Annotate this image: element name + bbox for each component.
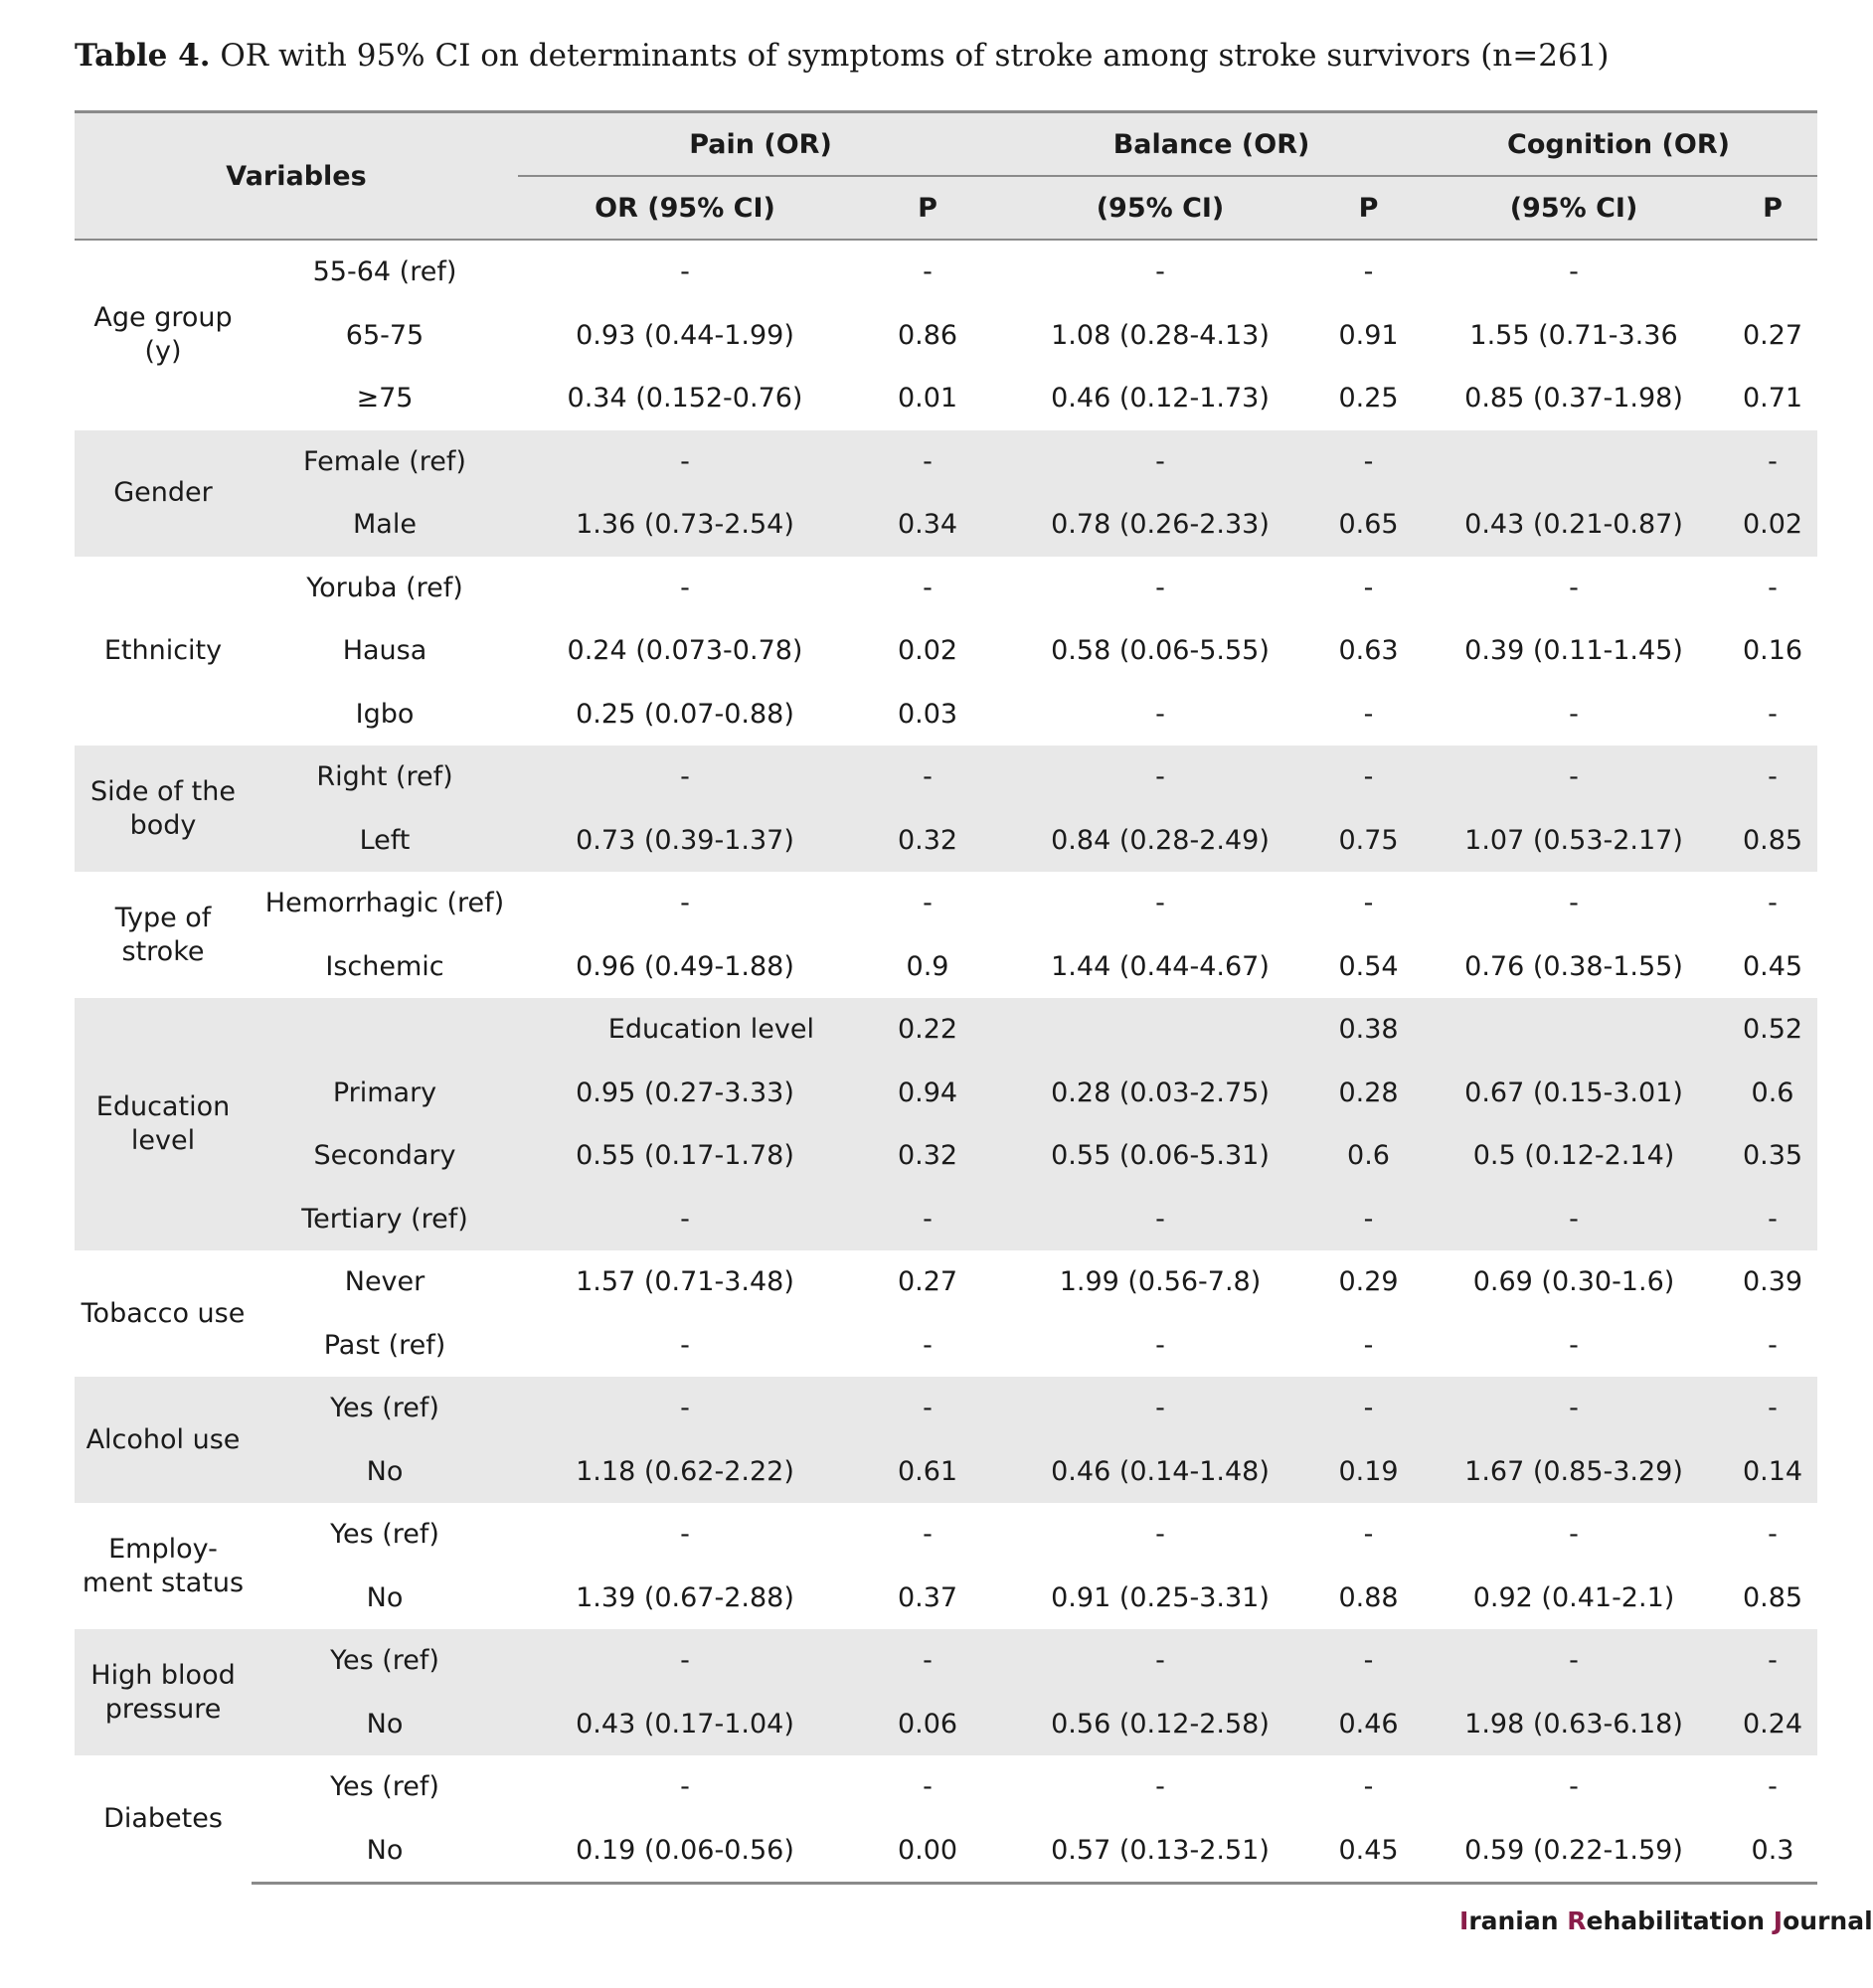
cognition-p-cell: - [1728, 430, 1817, 494]
balance-p-cell: - [1363, 1329, 1374, 1361]
cognition-or-cell: 0.5 (0.12-2.14) [1420, 1124, 1728, 1188]
determinants-table-container [75, 110, 1817, 1885]
balance-or-cell: - [1003, 1377, 1317, 1440]
balance-p-cell: - [1363, 256, 1374, 288]
pain-or-cell: 0.43 (0.17-1.04) [518, 1693, 852, 1756]
journal-logo-part-2: ehabilitation [1586, 1906, 1774, 1935]
table-row [75, 304, 1817, 368]
balance-p-cell: 0.65 [1317, 493, 1420, 557]
pain-or-cell: - [518, 1629, 852, 1693]
cognition-ci-cell [1420, 998, 1728, 1062]
balance-or-cell: - [1155, 256, 1165, 288]
balance-or-cell: 0.55 (0.06-5.31) [1003, 1124, 1317, 1188]
pain-or-cell: 0.19 (0.06-0.56) [518, 1819, 852, 1884]
balance-or-cell: - [1155, 888, 1165, 919]
cognition-or-cell: 0.85 (0.37-1.98) [1464, 383, 1683, 414]
table-row [75, 935, 1817, 999]
balance-or-cell: - [1003, 430, 1317, 494]
pain-or-cell: - [518, 430, 852, 494]
table-row [75, 1819, 1817, 1884]
subcategory-cell: No [252, 1819, 518, 1884]
cognition-ci-header: (95% CI) [1420, 176, 1728, 240]
pain-or-cell: - [680, 1771, 690, 1803]
subcategory-cell: Yes (ref) [252, 1377, 518, 1440]
balance-ci-header: (95% CI) [1003, 176, 1317, 240]
subcategory-cell: Never [344, 1266, 426, 1298]
cognition-p-cell: - [1768, 888, 1778, 919]
cognition-p-cell: 0.02 [1728, 493, 1817, 557]
balance-p-cell: - [1317, 1188, 1420, 1251]
table-row [75, 1440, 1817, 1504]
subcategory-cell: Yes (ref) [330, 1771, 439, 1803]
balance-p-cell: 0.6 [1317, 1124, 1420, 1188]
pain-p-cell: 0.03 [897, 698, 958, 730]
balance-p-cell: 0.54 [1338, 950, 1399, 982]
cognition-or-cell: - [1420, 1188, 1728, 1251]
pain-or-cell: 0.34 (0.152-0.76) [567, 383, 803, 414]
balance-p-cell: - [1363, 1771, 1374, 1803]
pain-or-cell: - [680, 888, 690, 919]
balance-or-cell: - [1155, 698, 1165, 730]
pain-or-cell: 1.57 (0.71-3.48) [576, 1266, 794, 1298]
variable-name-cell: Tobacco use [81, 1297, 246, 1329]
subcategory-cell: 55-64 (ref) [312, 256, 457, 288]
cognition-p-cell: 0.16 [1742, 635, 1803, 667]
cognition-p-cell: 0.14 [1728, 1440, 1817, 1504]
pain-or-ci-header: OR (95% CI) [518, 176, 852, 240]
balance-p-cell: - [1317, 430, 1420, 494]
cognition-or-cell: - [1420, 746, 1728, 809]
pain-or-cell: - [680, 256, 690, 288]
cognition-p-cell: - [1768, 1771, 1778, 1803]
balance-p-cell: 0.28 [1317, 1062, 1420, 1125]
cognition-p-cell: - [1728, 1377, 1817, 1440]
balance-p-cell: 0.38 [1317, 998, 1420, 1062]
table-row [75, 493, 1817, 557]
balance-p-cell: - [1363, 1519, 1374, 1551]
education-level-summary-label: Education level [252, 998, 852, 1062]
pain-or-cell: - [518, 1188, 852, 1251]
subcategory-cell: Male [252, 493, 518, 557]
balance-or-cell: 1.99 (0.56-7.8) [1059, 1266, 1262, 1298]
pain-or-cell: 0.95 (0.27-3.33) [518, 1062, 852, 1125]
cognition-or-cell: - [1569, 888, 1579, 919]
cognition-or-cell: 0.39 (0.11-1.45) [1464, 635, 1683, 667]
journal-logo-initial-i: I [1459, 1906, 1469, 1935]
balance-p-cell: 0.19 [1317, 1440, 1420, 1504]
variable-name-cell: Side of the body [75, 746, 252, 872]
pain-or-cell: 0.25 (0.07-0.88) [576, 698, 794, 730]
pain-p-cell: 0.61 [852, 1440, 1003, 1504]
cognition-or-cell: - [1420, 1377, 1728, 1440]
cognition-p-cell: - [1768, 698, 1778, 730]
variable-name-cell: Employ- ment status [82, 1533, 245, 1598]
table-row [75, 1314, 1817, 1378]
table-row [75, 683, 1817, 746]
table-row [75, 1629, 1817, 1693]
variable-name-cell: Education level [75, 998, 252, 1250]
balance-p-cell: 0.75 [1317, 809, 1420, 873]
cognition-p-cell: 0.6 [1728, 1062, 1817, 1125]
cognition-p-cell: 0.3 [1728, 1819, 1817, 1884]
pain-p-cell: 0.34 [852, 493, 1003, 557]
cognition-p-cell [1728, 240, 1817, 304]
table-caption-text: OR with 95% CI on determinants of symptoms of stroke among stroke survivors (n=261) [210, 38, 1610, 74]
pain-p-cell: 0.9 [906, 950, 949, 982]
table-row [75, 1503, 1817, 1567]
pain-p-cell: - [923, 1519, 933, 1551]
cognition-or-cell: 1.07 (0.53-2.17) [1420, 809, 1728, 873]
pain-p-cell: 0.06 [852, 1693, 1003, 1756]
subcategory-cell: Hausa [342, 635, 427, 667]
pain-p-cell: 0.86 [897, 319, 958, 351]
variable-name-cell: Ethnicity [103, 634, 223, 666]
balance-or-cell: 0.84 (0.28-2.49) [1003, 809, 1317, 873]
pain-group-header: Pain (OR) [518, 112, 1003, 177]
cognition-p-cell: 0.45 [1742, 950, 1803, 982]
balance-or-cell: 1.44 (0.44-4.67) [1051, 950, 1270, 982]
table-row [75, 1755, 1817, 1819]
table-row [75, 240, 1817, 304]
balance-p-cell: 0.45 [1317, 1819, 1420, 1884]
cognition-p-cell: - [1768, 572, 1778, 603]
subcategory-cell: ≥75 [356, 383, 414, 414]
table-row [75, 809, 1817, 873]
balance-p-header: P [1317, 176, 1420, 240]
cognition-or-cell: 0.69 (0.30-1.6) [1472, 1266, 1675, 1298]
pain-or-cell: 1.39 (0.67-2.88) [576, 1581, 794, 1613]
journal-logo [1459, 1906, 1873, 1935]
balance-or-cell: 1.08 (0.28-4.13) [1051, 319, 1270, 351]
variables-header: Variables [75, 112, 518, 241]
table-row [75, 998, 1817, 1062]
balance-or-cell: - [1155, 1771, 1165, 1803]
variable-name-cell: Alcohol use [75, 1377, 252, 1503]
balance-or-cell: 0.56 (0.12-2.58) [1003, 1693, 1317, 1756]
pain-or-cell: 0.73 (0.39-1.37) [518, 809, 852, 873]
balance-or-cell: - [1155, 572, 1165, 603]
balance-p-cell: 0.46 [1317, 1693, 1420, 1756]
balance-group-header: Balance (OR) [1003, 112, 1420, 177]
pain-or-cell: 0.96 (0.49-1.88) [576, 950, 794, 982]
table-row [75, 1250, 1817, 1314]
table-body [75, 240, 1817, 1884]
balance-or-cell: - [1155, 1329, 1165, 1361]
balance-or-cell: 0.78 (0.26-2.33) [1003, 493, 1317, 557]
cognition-p-cell: - [1728, 1188, 1817, 1251]
balance-or-cell: 0.58 (0.06-5.55) [1051, 635, 1270, 667]
balance-or-cell: - [1155, 1519, 1165, 1551]
subcategory-cell: Igbo [355, 698, 415, 730]
cognition-p-cell: 0.52 [1728, 998, 1817, 1062]
cognition-p-cell: 0.85 [1742, 1581, 1803, 1613]
cognition-or-cell: 1.67 (0.85-3.29) [1420, 1440, 1728, 1504]
cognition-or-cell: 1.55 (0.71-3.36 [1469, 319, 1678, 351]
pain-p-cell: - [852, 1377, 1003, 1440]
journal-logo-part-3: ournal [1783, 1906, 1873, 1935]
cognition-or-cell: 0.92 (0.41-2.1) [1472, 1581, 1675, 1613]
pain-p-cell: 0.00 [852, 1819, 1003, 1884]
cognition-or-cell: 0.43 (0.21-0.87) [1420, 493, 1728, 557]
subcategory-cell: Yes (ref) [252, 1629, 518, 1693]
cognition-p-cell: - [1728, 1629, 1817, 1693]
table-row [75, 1693, 1817, 1756]
balance-p-cell: 0.63 [1338, 635, 1399, 667]
pain-or-cell: 0.93 (0.44-1.99) [576, 319, 794, 351]
pain-p-cell: 0.32 [852, 809, 1003, 873]
balance-p-cell: 0.25 [1338, 383, 1399, 414]
balance-p-cell: - [1317, 1629, 1420, 1693]
table-row [75, 430, 1817, 494]
subcategory-cell: Ischemic [325, 950, 444, 982]
balance-p-cell: - [1363, 888, 1374, 919]
pain-p-cell: 0.37 [897, 1581, 958, 1613]
pain-p-cell: 0.32 [852, 1124, 1003, 1188]
pain-or-cell: - [518, 1377, 852, 1440]
subcategory-cell: Primary [252, 1062, 518, 1125]
pain-p-cell: - [852, 1188, 1003, 1251]
pain-p-cell: 0.02 [897, 635, 958, 667]
pain-p-cell: - [852, 746, 1003, 809]
cognition-or-cell: - [1569, 1519, 1579, 1551]
pain-or-cell: 0.24 (0.073-0.78) [567, 635, 803, 667]
subcategory-cell: Yoruba (ref) [306, 572, 463, 603]
cognition-or-cell: 0.59 (0.22-1.59) [1420, 1819, 1728, 1884]
table-caption-label: Table 4. [75, 38, 211, 74]
pain-or-cell: 1.36 (0.73-2.54) [518, 493, 852, 557]
cognition-p-cell: - [1768, 1519, 1778, 1551]
pain-p-cell: - [923, 1771, 933, 1803]
pain-or-cell: - [680, 572, 690, 603]
subcategory-cell: Yes (ref) [330, 1519, 439, 1551]
subcategory-cell: Left [252, 809, 518, 873]
cognition-p-header: P [1728, 176, 1817, 240]
journal-logo-initial-r: R [1567, 1906, 1587, 1935]
balance-or-cell: 0.46 (0.12-1.73) [1051, 383, 1270, 414]
balance-p-cell: - [1317, 1377, 1420, 1440]
pain-or-cell: - [680, 1519, 690, 1551]
balance-p-cell: 0.29 [1338, 1266, 1399, 1298]
table-header [75, 112, 1817, 241]
cognition-or-cell: - [1569, 572, 1579, 603]
balance-or-cell: 0.57 (0.13-2.51) [1003, 1819, 1317, 1884]
pain-p-cell: - [923, 888, 933, 919]
pain-p-cell: - [852, 430, 1003, 494]
cognition-p-cell: 0.71 [1742, 383, 1803, 414]
cognition-p-cell: 0.35 [1728, 1124, 1817, 1188]
cognition-or-cell: 0.76 (0.38-1.55) [1464, 950, 1683, 982]
balance-p-cell: 0.88 [1338, 1581, 1399, 1613]
cognition-p-cell: - [1768, 1329, 1778, 1361]
pain-p-cell: 0.22 [852, 998, 1003, 1062]
pain-p-cell: 0.27 [897, 1266, 958, 1298]
subcategory-cell: No [366, 1581, 404, 1613]
pain-p-header: P [852, 176, 1003, 240]
table-row [75, 872, 1817, 935]
pain-p-cell: 0.01 [897, 383, 958, 414]
subcategory-cell: Secondary [252, 1124, 518, 1188]
table-row [75, 1124, 1817, 1188]
balance-or-cell: - [1003, 746, 1317, 809]
cognition-or-cell: - [1569, 1771, 1579, 1803]
pain-or-cell: - [518, 746, 852, 809]
cognition-p-cell: 0.85 [1728, 809, 1817, 873]
journal-logo-part-1: ranian [1468, 1906, 1568, 1935]
table-row [75, 1188, 1817, 1251]
cognition-or-cell [1420, 430, 1728, 494]
cognition-p-cell: 0.27 [1742, 319, 1803, 351]
cognition-or-cell: - [1420, 1629, 1728, 1693]
subcategory-cell: No [252, 1440, 518, 1504]
balance-p-cell: 0.91 [1338, 319, 1399, 351]
table-caption [75, 38, 1610, 74]
pain-or-cell: 0.55 (0.17-1.78) [518, 1124, 852, 1188]
subcategory-cell: Past (ref) [323, 1329, 446, 1361]
table-row [75, 746, 1817, 809]
pain-p-cell: - [923, 1329, 933, 1361]
balance-or-cell: 0.91 (0.25-3.31) [1051, 1581, 1270, 1613]
pain-p-cell: - [852, 1629, 1003, 1693]
variable-name-cell: Diabetes [103, 1803, 223, 1835]
balance-or-cell: 0.28 (0.03-2.75) [1003, 1062, 1317, 1125]
cognition-group-header: Cognition (OR) [1420, 112, 1817, 177]
table-row [75, 1567, 1817, 1630]
balance-or-cell: - [1003, 1629, 1317, 1693]
table-row [75, 619, 1817, 683]
pain-or-cell: - [680, 1329, 690, 1361]
variable-name-cell: Gender [75, 430, 252, 557]
balance-ci-cell [1003, 998, 1317, 1062]
cognition-p-cell: - [1728, 746, 1817, 809]
variable-name-cell: Age group (y) [93, 302, 233, 368]
table-row [75, 367, 1817, 430]
cognition-or-cell: 1.98 (0.63-6.18) [1420, 1693, 1728, 1756]
journal-logo-initial-j: J [1773, 1906, 1784, 1935]
subcategory-cell: Tertiary (ref) [252, 1188, 518, 1251]
pain-p-cell: 0.94 [852, 1062, 1003, 1125]
balance-or-cell: 0.46 (0.14-1.48) [1003, 1440, 1317, 1504]
pain-or-cell: 1.18 (0.62-2.22) [518, 1440, 852, 1504]
cognition-or-cell: - [1569, 256, 1579, 288]
pain-p-cell: - [923, 572, 933, 603]
pain-p-cell: - [923, 256, 933, 288]
cognition-or-cell: - [1569, 1329, 1579, 1361]
cognition-p-cell: 0.24 [1728, 1693, 1817, 1756]
balance-or-cell: - [1003, 1188, 1317, 1251]
variable-name-cell: Type of stroke [114, 902, 212, 967]
subcategory-cell: Hemorrhagic (ref) [264, 888, 505, 919]
balance-p-cell: - [1363, 698, 1374, 730]
cognition-or-cell: - [1569, 698, 1579, 730]
subcategory-cell: 65-75 [345, 319, 425, 351]
table-row [75, 1062, 1817, 1125]
cognition-or-cell: 0.67 (0.15-3.01) [1420, 1062, 1728, 1125]
table-row [75, 557, 1817, 620]
table-row [75, 1377, 1817, 1440]
subcategory-cell: Right (ref) [252, 746, 518, 809]
determinants-table [75, 110, 1817, 1885]
balance-p-cell: - [1317, 746, 1420, 809]
balance-p-cell: - [1363, 572, 1374, 603]
variable-name-cell: High blood pressure [75, 1629, 252, 1755]
cognition-p-cell: 0.39 [1742, 1266, 1803, 1298]
subcategory-cell: Female (ref) [252, 430, 518, 494]
subcategory-cell: No [252, 1693, 518, 1756]
